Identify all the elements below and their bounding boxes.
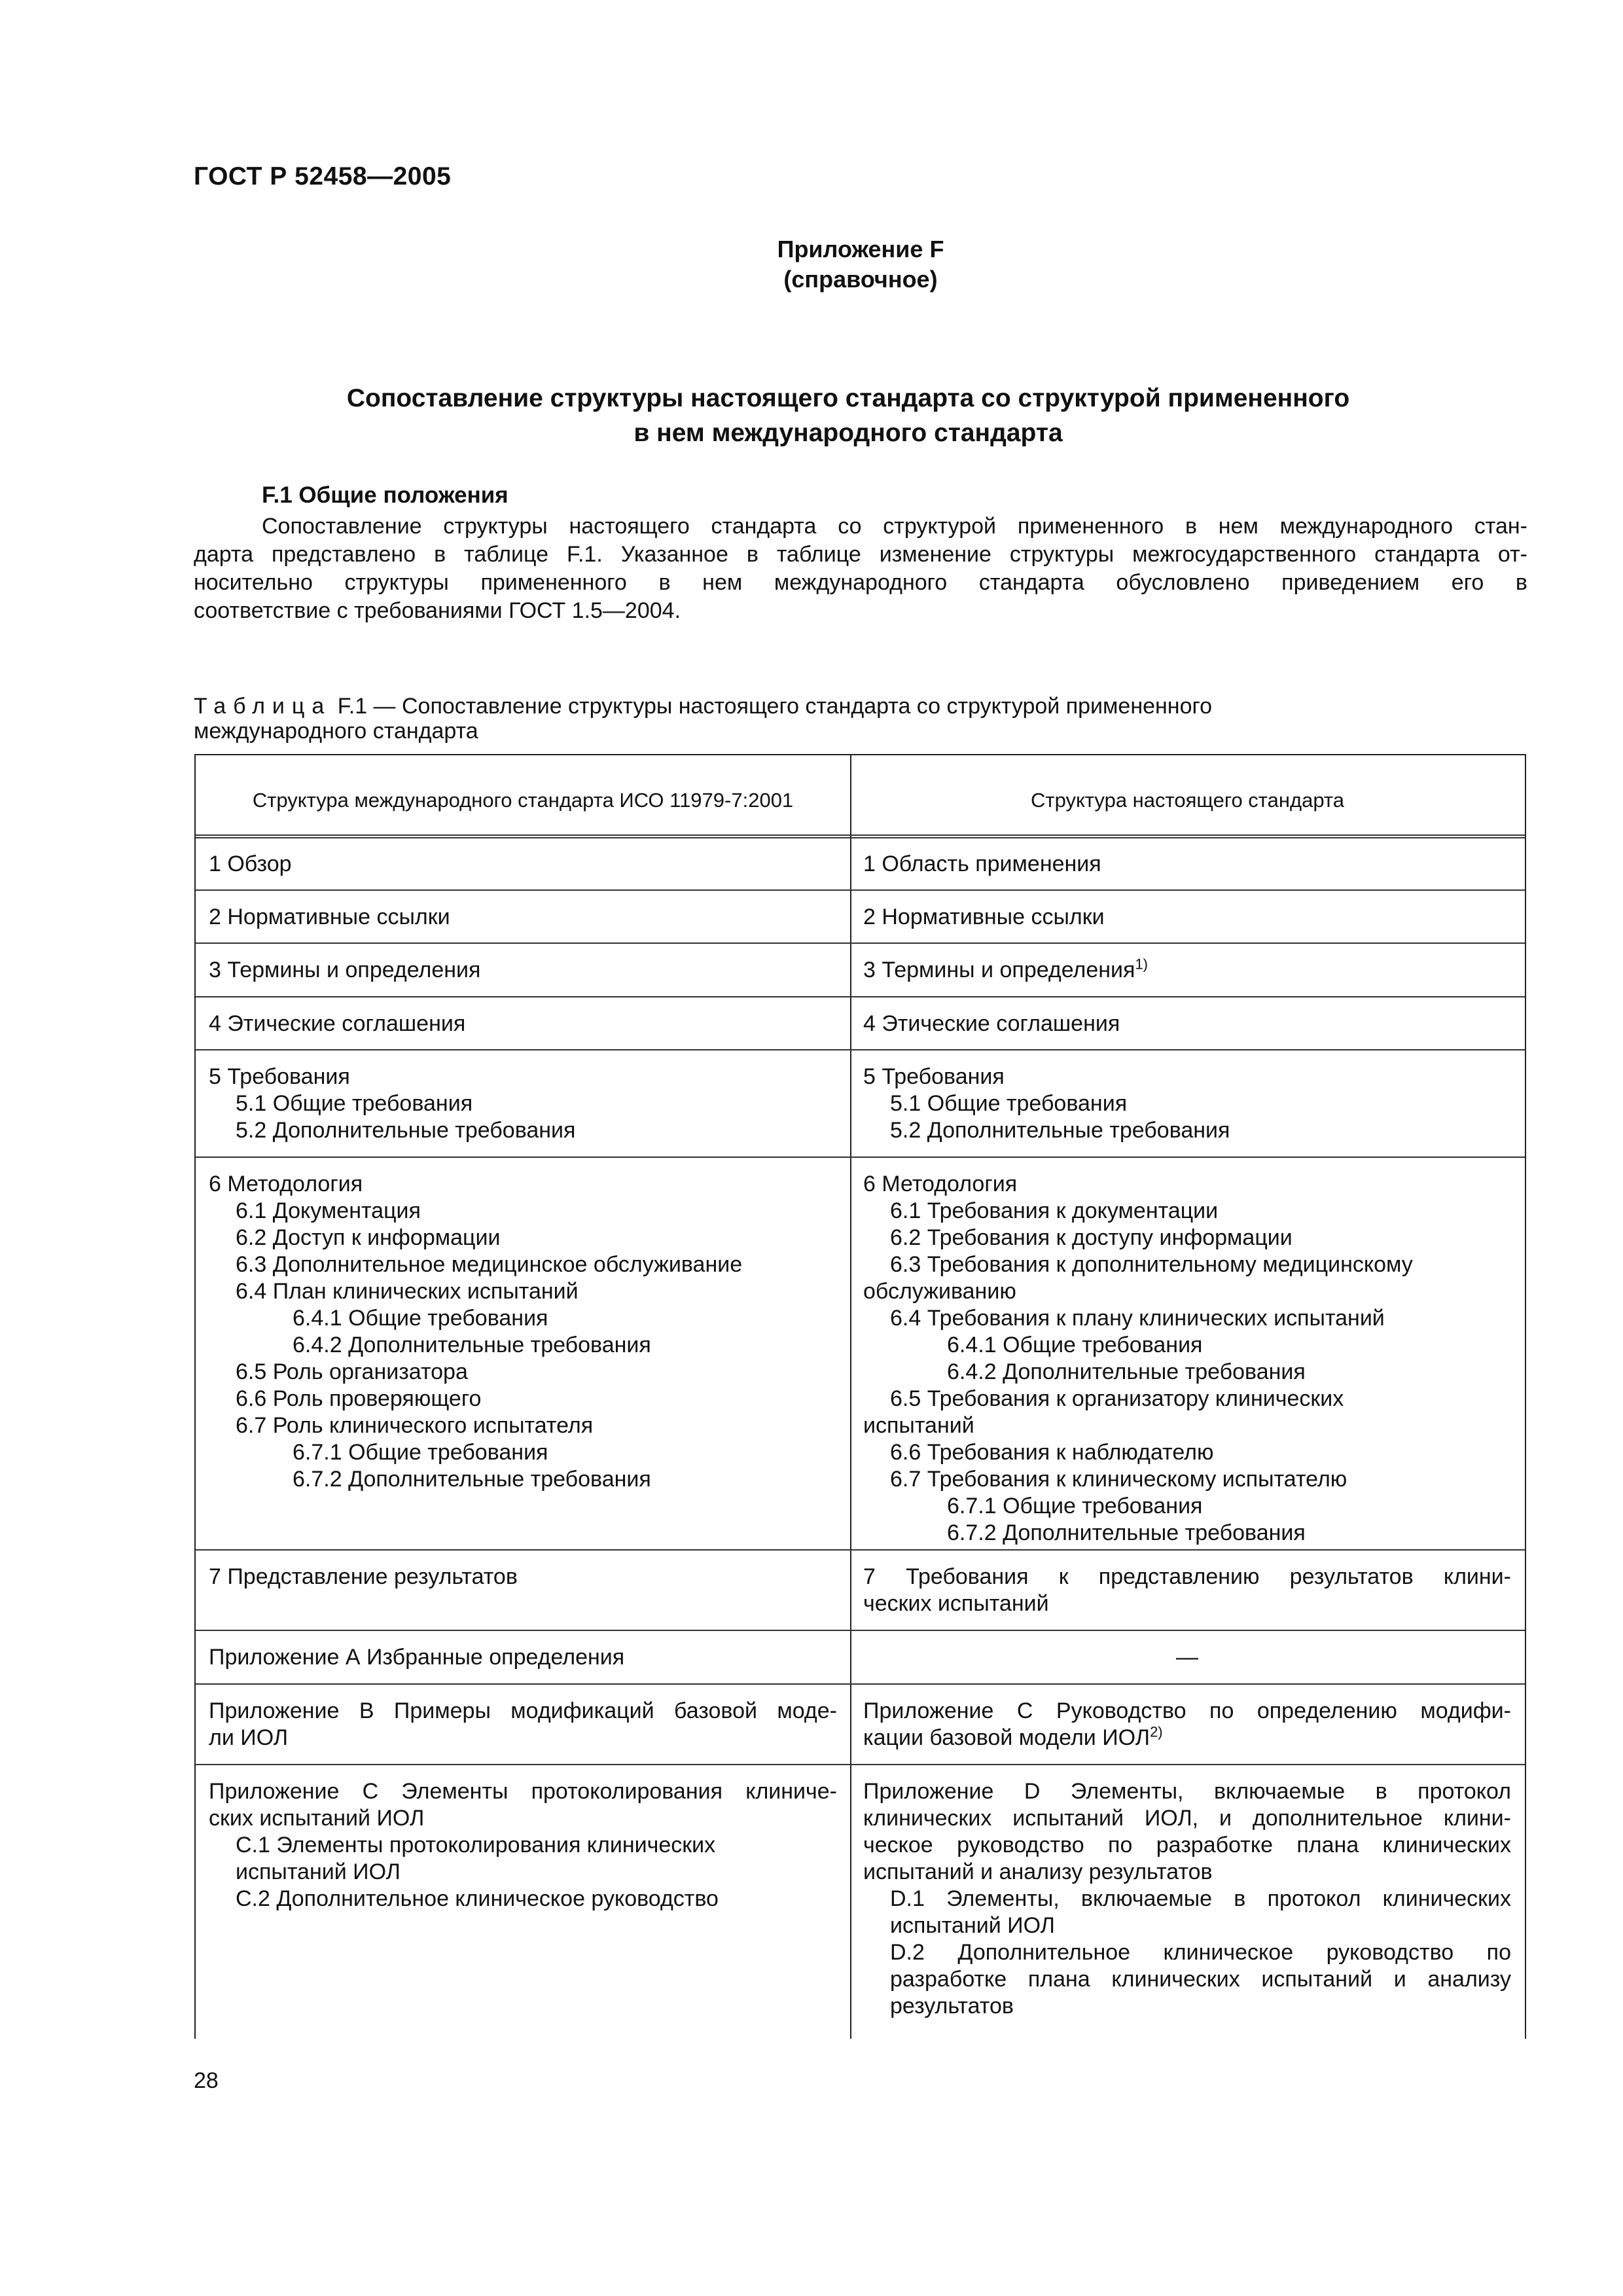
row-separator (196, 1549, 1525, 1551)
cell-line: 6.1 Документация (236, 1198, 421, 1223)
cell-line: 5 Требования (209, 1064, 350, 1089)
annex-title: Приложение F (777, 236, 944, 262)
cell-line: 6.5 Роль организатора (236, 1359, 468, 1384)
table-cell-left (209, 1011, 837, 1037)
paragraph-line: носительно структуры примененного в нем международного стандарта обусловлено приведением его в (194, 570, 1527, 595)
row-separator (196, 1764, 1525, 1765)
cell-line: С.1 Элементы протоколирования клинических (236, 1833, 716, 1857)
cell-line: ли ИОЛ (209, 1725, 289, 1750)
table-caption-text-2: международного стандарта (194, 719, 478, 744)
cell-line: 6 Методология (863, 1172, 1018, 1196)
cell-line: 6.4.2 Дополнительные требования (947, 1359, 1306, 1384)
cell-line: 3 Термины и определения (209, 958, 481, 982)
table-caption-label: Таблица (194, 694, 332, 719)
cell-line: 5.1 Общие требования (236, 1091, 473, 1116)
cell-line: 6.3 Дополнительное медицинское обслуживание (236, 1252, 743, 1277)
page-number: 28 (194, 2068, 219, 2093)
table-cell-right (863, 1698, 1511, 1751)
header-separator (196, 834, 1525, 838)
cell-line: 4 Этические соглашения (863, 1011, 1120, 1036)
cell-line: испытаний и анализу результатов (863, 1859, 1213, 1884)
cell-line: 2 Нормативные ссылки (209, 905, 450, 929)
table-caption (194, 694, 1212, 744)
page-title (194, 381, 1503, 450)
cell-line: клинических испытаний ИОЛ, и дополнительное клини- (863, 1806, 1511, 1831)
cell-line: 1 Область применения (863, 852, 1101, 876)
cell-line: 6.7.2 Дополнительные требования (947, 1520, 1306, 1545)
table-cell-right (863, 1644, 1511, 1671)
cell-line: Приложение А Избранные определения (209, 1645, 625, 1670)
row-separator (196, 1683, 1525, 1685)
cell-line: 5.2 Дополнительные требования (236, 1118, 576, 1143)
cell-line: 6.4.2 Дополнительные требования (293, 1333, 651, 1357)
document-code: ГОСТ Р 52458—2005 (194, 162, 452, 190)
cell-line: 6.2 Требования к доступу информации (890, 1225, 1293, 1250)
cell-line: Приложение В Примеры модификаций базовой моде- (209, 1698, 837, 1723)
comparison-table (194, 754, 1526, 2039)
column-divider (850, 755, 851, 2039)
cell-line: испытаний ИОЛ (890, 1913, 1055, 1938)
cell-line: 6.6 Требования к наблюдателю (890, 1440, 1214, 1465)
cell-line: Приложение D Элементы, включаемые в протокол (863, 1779, 1511, 1804)
table-cell-right (863, 904, 1511, 931)
cell-line: 6.4.1 Общие требования (293, 1306, 548, 1331)
cell-text: кации базовой модели ИОЛ (863, 1725, 1150, 1750)
cell-text: 3 Термины и определения (863, 958, 1135, 982)
table-header-left: Структура международного стандарта ИСО 11979-7:2001 (252, 789, 794, 812)
cell-line: 6.7 Требования к клиническому испытателю (890, 1467, 1347, 1492)
table-cell-left (209, 1564, 837, 1590)
section-heading: F.1 Общие положения (262, 482, 508, 508)
cell-line: — (1176, 1645, 1198, 1670)
cell-line: 7 Требования к представлению результатов клини- (863, 1564, 1511, 1589)
table-cell-left (209, 1064, 837, 1144)
table-cell-left (209, 904, 837, 931)
table-cell-left (209, 1778, 837, 1912)
cell-line: 1 Обзор (209, 852, 292, 876)
cell-line: 7 Представление результатов (209, 1564, 518, 1589)
cell-line: 6.7.2 Дополнительные требования (293, 1467, 651, 1492)
cell-line: испытаний (863, 1413, 974, 1438)
footnote-mark: 1) (1135, 956, 1148, 973)
cell-line: 6 Методология (209, 1172, 363, 1196)
table-cell-right (863, 1171, 1511, 1547)
table-header-right: Структура настоящего стандарта (1031, 789, 1344, 812)
cell-line: С.2 Дополнительное клиническое руководство (236, 1886, 719, 1911)
cell-line: 4 Этические соглашения (209, 1011, 466, 1036)
table-cell-right (863, 957, 1511, 984)
page-title-line-2: в нем международного стандарта (633, 419, 1063, 447)
cell-line: 6.3 Требования к дополнительному медицинскому (890, 1252, 1413, 1277)
paragraph-line: Сопоставление структуры настоящего стандарта со структурой примененного в нем международного стан- (262, 514, 1527, 539)
table-cell-right (863, 1011, 1511, 1037)
cell-line: 5.1 Общие требования (890, 1091, 1128, 1116)
cell-line (863, 1725, 1511, 1751)
row-separator (196, 889, 1525, 891)
row-separator (196, 1157, 1525, 1158)
cell-line: 5.2 Дополнительные требования (890, 1118, 1230, 1143)
cell-line: ческих испытаний (863, 1591, 1049, 1616)
cell-line: ских испытаний ИОЛ (209, 1806, 425, 1831)
cell-line: ческое руководство по разработке плана клинических (863, 1833, 1511, 1857)
row-separator (196, 942, 1525, 944)
table-caption-text: F.1 — Сопоставление структуры настоящего стандарта со структурой примененного (331, 694, 1213, 719)
cell-line: 2 Нормативные ссылки (863, 905, 1105, 929)
cell-line: 6.4 План клинических испытаний (236, 1279, 579, 1304)
cell-line: 6.7 Роль клинического испытателя (236, 1413, 594, 1438)
cell-line: D.2 Дополнительное клиническое руководство по (890, 1940, 1511, 1965)
page-title-line-1: Сопоставление структуры настоящего стандарта со структурой примененного (346, 384, 1350, 412)
cell-line: 6.7.1 Общие требования (947, 1494, 1203, 1518)
cell-line (863, 957, 1511, 984)
table-cell-right (863, 851, 1511, 878)
cell-line: 6.4 Требования к плану клинических испытаний (890, 1306, 1385, 1331)
cell-line: 5 Требования (863, 1064, 1005, 1089)
row-separator (196, 1630, 1525, 1631)
cell-line: 6.2 Доступ к информации (236, 1225, 501, 1250)
paragraph-line: дарта представлено в таблице F.1. Указанное в таблице изменение структуры межгосударственного стандарта от- (194, 542, 1527, 567)
table-cell-left (209, 1698, 837, 1751)
cell-line: Приложение С Элементы протоколирования клиниче- (209, 1779, 837, 1804)
table-cell-left (209, 957, 837, 984)
cell-line: результатов (890, 1994, 1014, 2018)
table-cell-left (209, 1644, 837, 1671)
table-cell-right (863, 1564, 1511, 1617)
paragraph-line: соответствие с требованиями ГОСТ 1.5—2004. (194, 598, 681, 623)
cell-line: разработке плана клинических испытаний и анализу (890, 1967, 1511, 1992)
table-cell-right (863, 1778, 1511, 2020)
table-cell-left (209, 1171, 837, 1493)
cell-line: D.1 Элементы, включаемые в протокол клинических (890, 1886, 1511, 1911)
table-cell-left (209, 851, 837, 878)
cell-line: Приложение С Руководство по определению модифи- (863, 1698, 1511, 1723)
cell-line: 6.6 Роль проверяющего (236, 1386, 482, 1411)
footnote-mark: 2) (1150, 1723, 1163, 1740)
row-separator (196, 996, 1525, 997)
annex-heading (687, 234, 1034, 295)
section-paragraph (194, 512, 1527, 625)
table-cell-right (863, 1064, 1511, 1144)
cell-line: 6.4.1 Общие требования (947, 1333, 1203, 1357)
cell-line: обслуживанию (863, 1279, 1016, 1304)
row-separator (196, 1049, 1525, 1050)
cell-line: испытаний ИОЛ (236, 1859, 401, 1884)
cell-line: 6.5 Требования к организатору клинических (890, 1386, 1344, 1411)
cell-line: 6.1 Требования к документации (890, 1198, 1219, 1223)
cell-line: 6.7.1 Общие требования (293, 1440, 548, 1465)
annex-type: (справочное) (783, 266, 938, 293)
